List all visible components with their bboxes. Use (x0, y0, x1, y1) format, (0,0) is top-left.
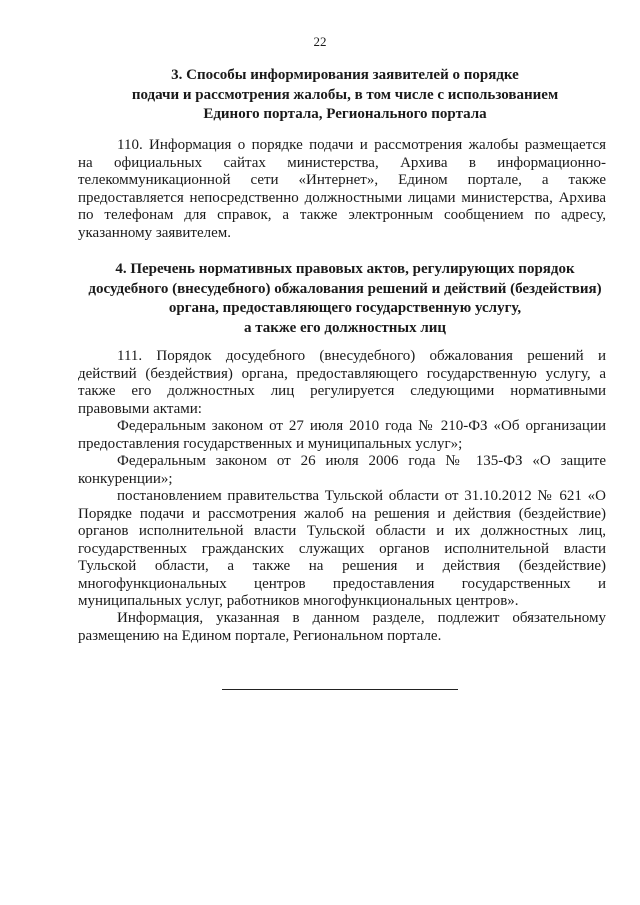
section-3-heading-line: Единого портала, Регионального портала (203, 106, 487, 122)
section-3-heading (80, 66, 610, 125)
paragraph-line: предоставляется непосредственно должностными лицами министерства, Архива (78, 189, 606, 206)
paragraph-line: государственных гражданских служащих органов исполнительной власти (78, 540, 606, 557)
paragraph-line: многофункциональных центров предоставления государственных и (78, 575, 606, 592)
section-3-heading-line: 3. Способы информирования заявителей о порядке (171, 67, 519, 83)
paragraph-line: постановлением правительства Тульской области от 31.10.2012 № 621 «О (117, 488, 606, 504)
paragraph-line: размещению на Едином портале, Региональном портале. (78, 627, 442, 644)
page-number: 22 (313, 34, 327, 49)
paragraph-line: указанному заявителем. (78, 224, 232, 241)
paragraph-line: Федеральным законом от 27 июля 2010 года № 210-ФЗ «Об организации (117, 418, 606, 434)
section-4-heading-line: органа, предоставляющего государственную услугу, (168, 300, 522, 316)
paragraph-line: Федеральным законом от 26 июля 2006 года № 135-ФЗ «О защите (117, 453, 606, 469)
paragraph-line: 110. Информация о порядке подачи и рассмотрения жалобы размещается (117, 137, 606, 153)
paragraph-line: действий (бездействия) органа, предоставляющего государственную услугу, а (78, 365, 606, 382)
law-item-resolution-621 (78, 488, 606, 611)
section-3-heading-line: подачи и рассмотрения жалобы, в том числе с использованием (131, 86, 559, 103)
paragraph-line: телекоммуникационной сети «Интернет», Едином портале, а также (78, 172, 606, 188)
section-4-heading-line: а также его должностных лиц (243, 319, 447, 336)
law-item-210-fz (78, 418, 606, 453)
paragraph-line: на официальных сайтах министерства, Архива в информационно- (78, 154, 606, 171)
law-item-135-fz (78, 453, 606, 488)
paragraph-line: по телефонам для справок, а также электронным сообщением по адресу, (78, 207, 606, 223)
paragraph-110 (78, 137, 606, 242)
paragraph-line: 111. Порядок досудебного (внесудебного) обжалования решений и (117, 348, 606, 364)
paragraph-line: конкуренции»; (78, 470, 173, 487)
section-4-heading-line: досудебного (внесудебного) обжалования решений и действий (бездействия) (88, 280, 602, 297)
paragraph-line: муниципальных услуг, работников многофункциональных центров». (78, 593, 519, 609)
paragraph-line: Тульской области, а также на решения и действия (бездействие) (78, 558, 606, 574)
final-paragraph (78, 610, 606, 645)
end-divider-line (222, 689, 458, 690)
section-4-heading-line: 4. Перечень нормативных правовых актов, регулирующих порядок (115, 261, 575, 277)
paragraph-111 (78, 348, 606, 418)
paragraph-line: предоставления государственных и муниципальных услуг»; (78, 435, 463, 452)
paragraph-line: Порядке подачи и рассмотрения жалоб на решения и действия (бездействие) (78, 505, 606, 522)
paragraph-line: органов исполнительной власти Тульской области и их должностных лиц, (78, 523, 606, 539)
paragraph-line: также его должностных лиц регулируется следующими нормативными (78, 383, 606, 399)
paragraph-line: Информация, указанная в данном разделе, подлежит обязательному (117, 610, 606, 626)
section-4-heading (80, 260, 610, 338)
paragraph-line: правовыми актами: (78, 400, 202, 417)
